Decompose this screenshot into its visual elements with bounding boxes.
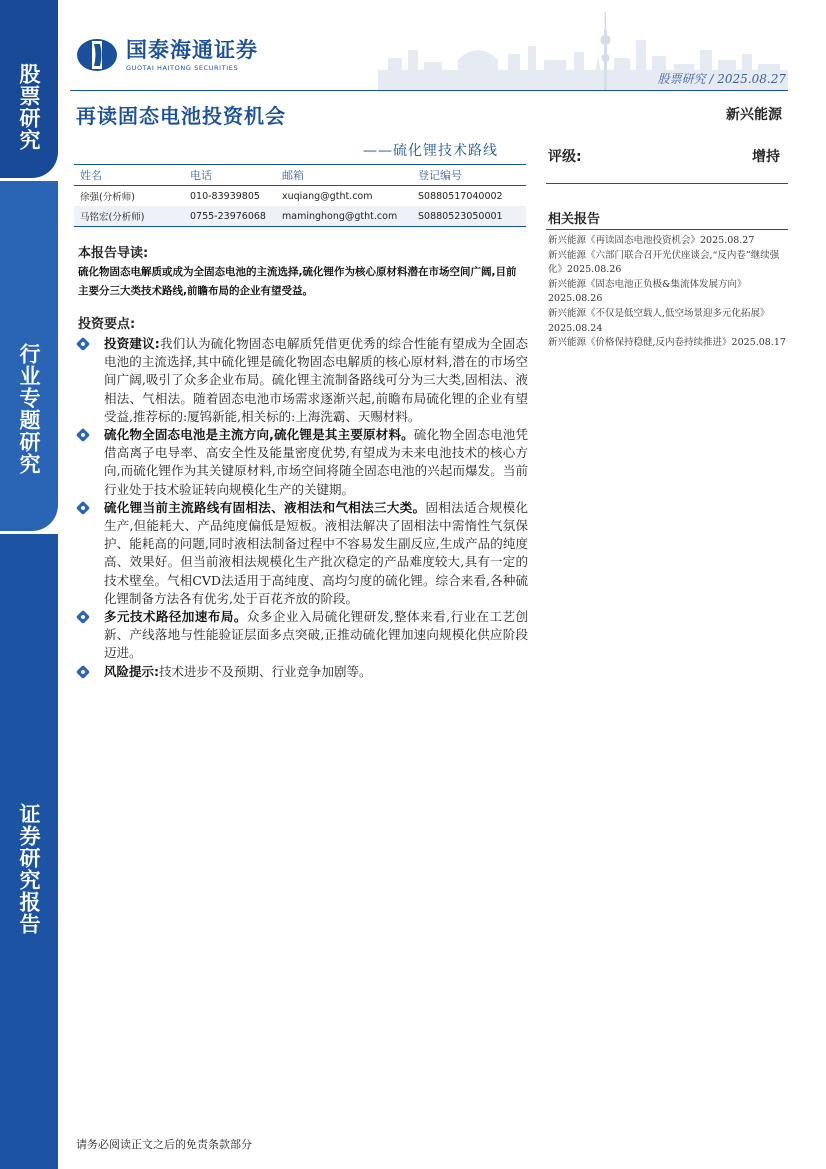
related-report-link[interactable]: 新兴能源《价格保持稳健,反内卷持续推进》2025.08.17 bbox=[548, 337, 786, 349]
report-category-date: 股票研究 / 2025.08.27 bbox=[657, 72, 786, 86]
sidebar-block-securities-report bbox=[0, 534, 58, 1169]
report-title: 再读固态电池投资机会 bbox=[76, 104, 286, 128]
rating-divider bbox=[546, 183, 788, 184]
analyst-table bbox=[74, 164, 526, 227]
point-text: 我们认为硫化物固态电解质凭借更优秀的综合性能有望成为全固态电池的主流选择,其中硫化锂是硫化物固态电解质的核心原材料,潜在的市场空间广阔,吸引了众多企业布局。硫化锂主流制备路线可分为三大类,固相法、液相法、气相法。随着固态电池市场需求逐渐兴起,前瞻布局硫化锂的企业有望受益,推荐标的:厦钨新能,相关标的:上海洗霸、天赐材料。 bbox=[104, 336, 528, 424]
analyst-name: 徐强(分析师) bbox=[74, 186, 184, 207]
analyst-phone: 010-83939805 bbox=[184, 186, 276, 207]
related-report-link[interactable]: 新兴能源《再读固态电池投资机会》2025.08.27 bbox=[548, 235, 755, 246]
investment-points-list bbox=[76, 335, 528, 681]
diamond-bullet-icon bbox=[76, 337, 90, 351]
table-row bbox=[74, 206, 526, 227]
rating-value: 增持 bbox=[752, 149, 780, 165]
sidebar-label: 行业专题研究 bbox=[17, 343, 41, 475]
left-sidebar bbox=[0, 0, 58, 1169]
investment-points-title: 投资要点: bbox=[78, 317, 136, 332]
point-lead: 硫化物全固态电池是主流方向,硫化锂是其主要原材料。 bbox=[104, 427, 414, 443]
point-text: 技术进步不及预期、行业竞争加剧等。 bbox=[159, 663, 372, 679]
analyst-email[interactable]: maminghong@gtht.com bbox=[276, 206, 412, 227]
list-item bbox=[76, 663, 528, 681]
column-header: 电话 bbox=[184, 165, 276, 186]
sidebar-block-industry-research bbox=[0, 181, 58, 531]
analyst-email[interactable]: xuqiang@gtht.com bbox=[276, 186, 412, 207]
rating-label: 评级: bbox=[548, 149, 582, 165]
related-divider bbox=[546, 229, 788, 230]
report-guide-text: 硫化物固态电解质或成为全固态电池的主流选择,硫化锂作为核心原材料潜在市场空间广阔,目前主要分三大类技术路线,前瞻布局的企业有望受益。 bbox=[78, 266, 517, 297]
sidebar-label: 证券研究报告 bbox=[17, 802, 41, 935]
list-item bbox=[76, 499, 528, 608]
table-row bbox=[74, 186, 526, 207]
point-text: 硫化物全固态电池凭借高离子电导率、高安全性及能量密度优势,有望成为未来电池技术的核心方向,而硫化锂作为其关键原材料,市场空间将随全固态电池的兴起而爆发。当前行业处于技术验证转向规模化生产的关键期。 bbox=[104, 427, 528, 497]
diamond-bullet-icon bbox=[76, 665, 90, 679]
list-item bbox=[76, 426, 528, 499]
point-text: 固相法适合规模化生产,但能耗大、产品纯度偏低是短板。液相法解决了固相法中需惰性气氛保护、能耗高的问题,同时液相法制备过程中不容易发生副反应,生成产品的纯度高、效果好。但当前液相法规模化生产批次稳定的产品难度较大,具有一定的技术壁垒。气相CVD法适用于高纯度、高均匀度的硫化锂。综合来看,各种硫化锂制备方法各有优劣,处于百花齐放的阶段。 bbox=[104, 499, 528, 606]
column-header: 登记编号 bbox=[412, 165, 526, 186]
related-reports-title: 相关报告 bbox=[548, 212, 601, 227]
related-report-link[interactable]: 新兴能源《固态电池正负极&集流体发展方向》2025.08.26 bbox=[548, 278, 747, 305]
sidebar-label: 股票研究 bbox=[17, 63, 41, 151]
diamond-bullet-icon bbox=[76, 501, 90, 515]
diamond-bullet-icon bbox=[76, 428, 90, 442]
company-logo bbox=[76, 38, 258, 72]
point-lead: 硫化锂当前主流路线有固相法、液相法和气相法三大类。 bbox=[104, 499, 426, 515]
analyst-table-header bbox=[74, 165, 526, 186]
column-header: 邮箱 bbox=[276, 165, 412, 186]
related-reports-list bbox=[548, 234, 786, 351]
related-report-link[interactable]: 新兴能源《六部门联合召开光伏座谈会,“反内卷”继续强化》2025.08.26 bbox=[548, 249, 780, 276]
analyst-phone: 0755-23976068 bbox=[184, 206, 276, 227]
disclaimer-footer: 请务必阅读正文之后的免责条款部分 bbox=[76, 1138, 252, 1151]
point-lead: 多元技术路径加速布局。 bbox=[104, 609, 247, 625]
diamond-bullet-icon bbox=[76, 610, 90, 624]
logo-mark-icon bbox=[76, 38, 118, 72]
point-lead: 投资建议: bbox=[104, 336, 160, 351]
list-item bbox=[76, 335, 528, 426]
report-subtitle: ——硫化锂技术路线 bbox=[363, 143, 498, 159]
logo-chinese-name: 国泰海通证券 bbox=[126, 38, 258, 62]
column-header: 姓名 bbox=[74, 165, 184, 186]
analyst-name: 马铭宏(分析师) bbox=[74, 206, 184, 227]
industry-label: 新兴能源 bbox=[726, 107, 782, 123]
header-divider bbox=[70, 90, 788, 91]
analyst-registration: S0880517040002 bbox=[412, 186, 526, 207]
logo-english-name: GUOTAI HAITONG SECURITIES bbox=[126, 64, 239, 72]
sidebar-block-stock-research bbox=[0, 0, 58, 178]
report-guide-title: 本报告导读: bbox=[78, 246, 149, 261]
point-text: 众多企业入局硫化锂研发,整体来看,行业在工艺创新、产线落地与性能验证层面多点突破,正推动硫化锂加速向规模化供应阶段迈进。 bbox=[104, 609, 528, 661]
related-report-link[interactable]: 新兴能源《不仅是低空载人,低空场景迎多元化拓展》2025.08.24 bbox=[548, 307, 770, 334]
list-item bbox=[76, 608, 528, 663]
analyst-registration: S0880523050001 bbox=[412, 206, 526, 227]
point-lead: 风险提示: bbox=[104, 663, 159, 679]
